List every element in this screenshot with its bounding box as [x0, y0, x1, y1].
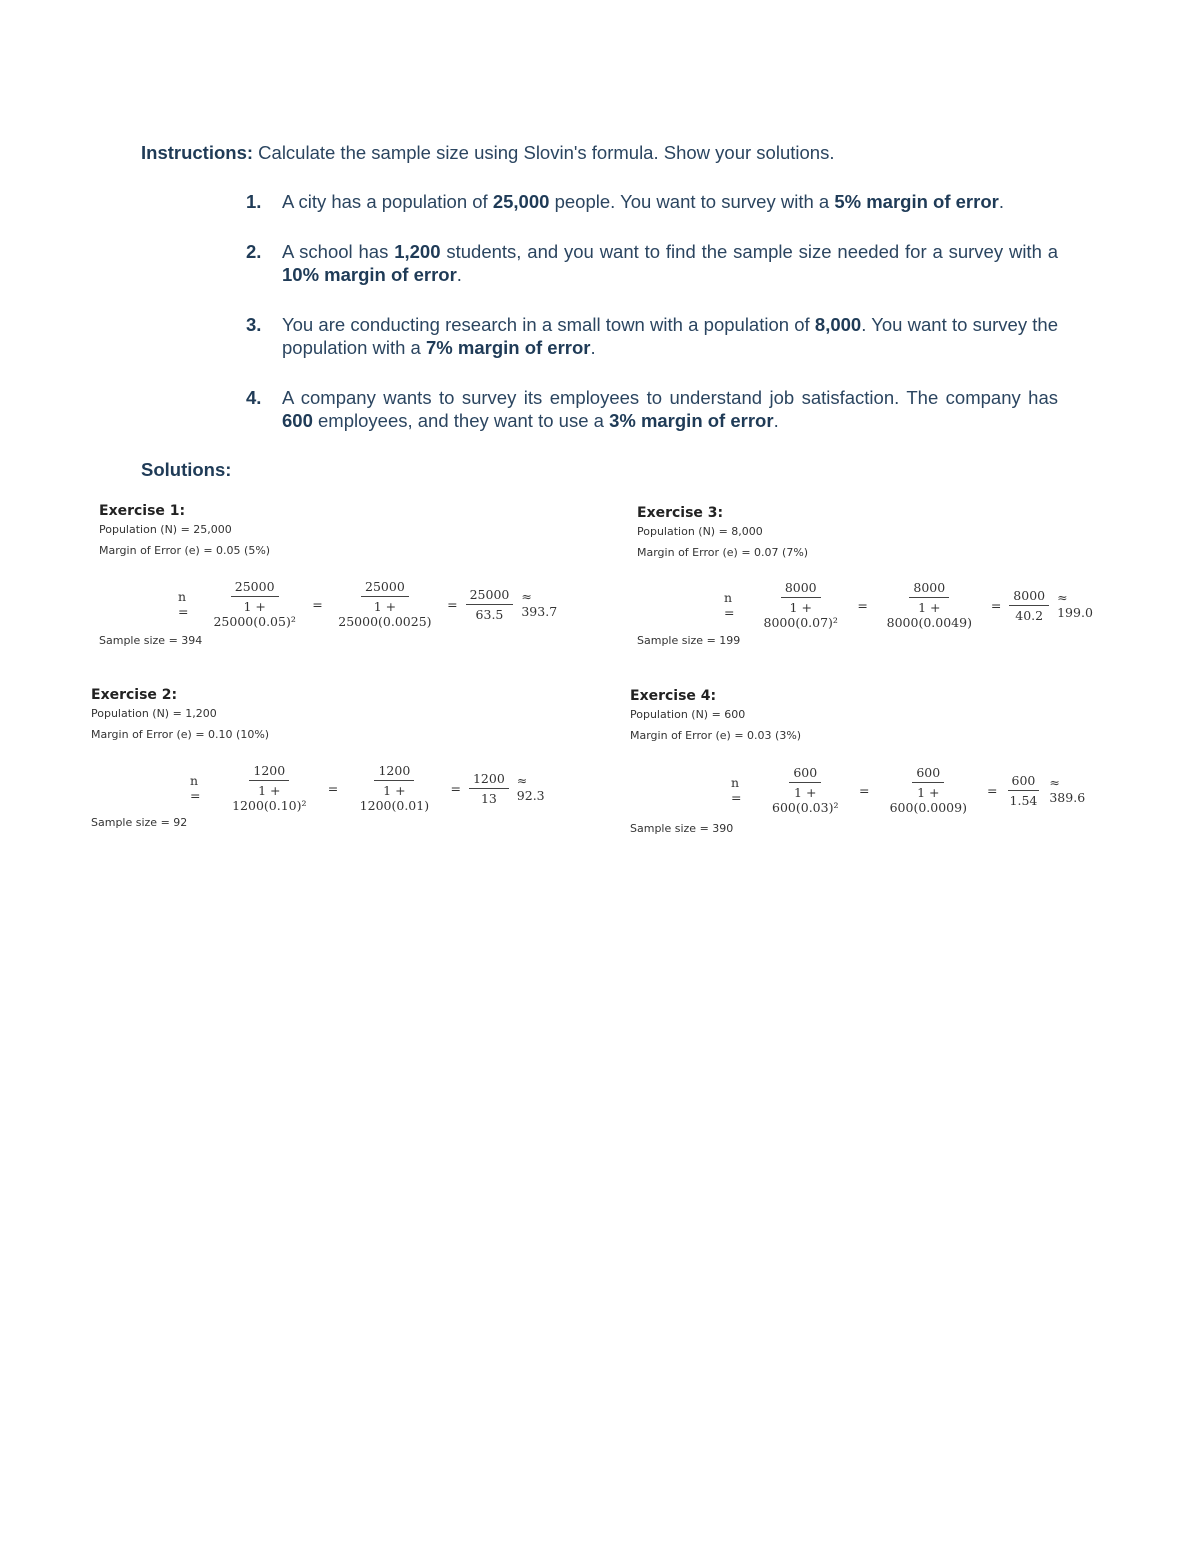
- fraction-denominator: 13: [480, 790, 497, 806]
- question-run: A school has: [282, 241, 395, 262]
- fraction: [1009, 588, 1049, 623]
- exercise-title: Exercise 3:: [637, 505, 724, 521]
- question-run: .: [998, 191, 1004, 212]
- sample-size-result: Sample size = 92: [91, 816, 188, 829]
- fraction-denominator: 1 + 8000(0.0049): [886, 600, 972, 630]
- exercise-3-block: [637, 505, 1107, 655]
- fraction-denominator: 1.54: [1009, 792, 1038, 808]
- slovin-formula: [185, 763, 561, 813]
- exercise-title: Exercise 1:: [99, 503, 186, 519]
- fraction-numerator: 25000: [231, 579, 279, 597]
- question-emphasis: 3% margin of error: [609, 410, 774, 431]
- sample-size-result: Sample size = 394: [99, 634, 203, 647]
- question-run: .: [773, 410, 779, 431]
- population-line: Population (N) = 25,000: [99, 523, 232, 536]
- exercise-4-block: [630, 688, 1100, 838]
- question-emphasis: 8,000: [814, 314, 862, 335]
- fraction-denominator: 1 + 25000(0.05)²: [213, 599, 296, 629]
- question-emphasis: 10% margin of error: [282, 264, 457, 285]
- question-emphasis: 5% margin of error: [834, 191, 999, 212]
- fraction-numerator: 600: [789, 765, 821, 783]
- fraction: [219, 763, 320, 813]
- slovin-formula: [173, 579, 569, 629]
- formula-n-label: n =: [731, 775, 742, 805]
- margin-line: Margin of Error (e) = 0.07 (7%): [637, 546, 809, 559]
- margin-line: Margin of Error (e) = 0.10 (10%): [91, 728, 270, 741]
- fraction-numerator: 1200: [249, 763, 289, 781]
- fraction-denominator: 40.2: [1015, 607, 1044, 623]
- population-line: Population (N) = 600: [630, 708, 746, 721]
- fraction-denominator: 1 + 8000(0.07)²: [763, 600, 838, 630]
- population-line: Population (N) = 1,200: [91, 707, 217, 720]
- fraction-denominator: 1 + 1200(0.01): [359, 783, 430, 813]
- fraction-numerator: 8000: [1009, 588, 1049, 606]
- question-number: 1.: [246, 191, 262, 212]
- question-run: A company wants to survey its employees to understand job satisfaction. The company has: [282, 387, 1058, 408]
- question-item: [246, 386, 1058, 432]
- sample-size-result: Sample size = 390: [630, 822, 734, 835]
- fraction: [331, 579, 439, 629]
- question-run: You are conducting research in a small town with a population of: [282, 314, 815, 335]
- instructions-label: Instructions:: [141, 142, 254, 163]
- question-run: students, and you want to find the sample size needed for a survey with a: [440, 241, 1058, 262]
- question-number: 3.: [246, 314, 262, 335]
- fraction-numerator: 1200: [469, 771, 509, 789]
- fraction-numerator: 8000: [781, 580, 821, 598]
- question-run: . You want to survey the population with a: [282, 314, 1059, 358]
- exercise-2-block: [91, 687, 561, 837]
- question-run: A city has a population of: [282, 191, 493, 212]
- question-item: [246, 240, 1058, 286]
- approx-result: ≈ 92.3: [516, 773, 545, 803]
- equals-sign: =: [312, 596, 323, 612]
- question-item: [246, 190, 1058, 213]
- equals-sign: =: [990, 597, 1002, 613]
- question-text: [282, 387, 1058, 431]
- fraction-denominator: 63.5: [475, 606, 504, 622]
- exercise-title: Exercise 2:: [91, 687, 178, 703]
- fraction: [876, 580, 983, 630]
- question-run: .: [456, 264, 462, 285]
- fraction-denominator: 1 + 25000(0.0025): [338, 599, 432, 629]
- fraction: [469, 771, 509, 806]
- fraction-numerator: 8000: [909, 580, 949, 598]
- fraction-numerator: 25000: [361, 579, 409, 597]
- margin-line: Margin of Error (e) = 0.03 (3%): [630, 729, 802, 742]
- equals-sign: =: [987, 782, 998, 798]
- question-number: 2.: [246, 241, 262, 262]
- question-run: .: [590, 337, 596, 358]
- fraction: [466, 587, 514, 622]
- question-list: [246, 190, 1058, 459]
- solutions-heading: Solutions:: [141, 459, 232, 480]
- question-emphasis: 25,000: [492, 191, 550, 212]
- approx-result: ≈ 389.6: [1049, 775, 1086, 805]
- fraction: [205, 579, 304, 629]
- approx-result: ≈ 393.7: [521, 589, 558, 619]
- population-line: Population (N) = 8,000: [637, 525, 763, 538]
- fraction: [759, 765, 851, 815]
- fraction-denominator: 1 + 1200(0.10)²: [232, 783, 307, 813]
- formula-n-label: n =: [178, 589, 189, 619]
- question-text: [282, 241, 1058, 285]
- equals-sign: =: [857, 597, 868, 613]
- fraction: [346, 763, 442, 813]
- sample-size-result: Sample size = 199: [637, 634, 741, 647]
- formula-n-label: n =: [190, 773, 201, 803]
- question-item: [246, 313, 1058, 359]
- instructions-line: [141, 142, 834, 164]
- margin-line: Margin of Error (e) = 0.05 (5%): [99, 544, 271, 557]
- question-run: people. You want to survey with a: [549, 191, 835, 212]
- fraction: [878, 765, 980, 815]
- question-run: employees, and they want to use a: [312, 410, 610, 431]
- fraction-numerator: 600: [912, 765, 944, 783]
- fraction-denominator: 1 + 600(0.03)²: [772, 785, 839, 815]
- question-number: 4.: [246, 387, 262, 408]
- slovin-formula: [726, 765, 1100, 815]
- slovin-formula: [719, 580, 1107, 630]
- question-text: [282, 191, 1004, 212]
- approx-result: ≈ 199.0: [1057, 590, 1093, 620]
- fraction: [752, 580, 849, 630]
- fraction-numerator: 600: [1008, 773, 1040, 791]
- question-text: [282, 314, 1058, 358]
- fraction: [1006, 773, 1042, 808]
- equals-sign: =: [327, 780, 339, 796]
- formula-n-label: n =: [724, 590, 735, 620]
- question-emphasis: 1,200: [394, 241, 441, 262]
- equals-sign: =: [447, 596, 458, 612]
- question-emphasis: 7% margin of error: [426, 337, 591, 358]
- instructions-text: Calculate the sample size using Slovin's formula. Show your solutions.: [253, 142, 835, 163]
- fraction-numerator: 25000: [466, 587, 514, 605]
- question-emphasis: 600: [282, 410, 313, 431]
- exercise-1-block: [99, 503, 569, 653]
- exercise-title: Exercise 4:: [630, 688, 717, 704]
- fraction-denominator: 1 + 600(0.0009): [889, 785, 967, 815]
- equals-sign: =: [450, 780, 461, 796]
- fraction-numerator: 1200: [374, 763, 414, 781]
- equals-sign: =: [859, 782, 870, 798]
